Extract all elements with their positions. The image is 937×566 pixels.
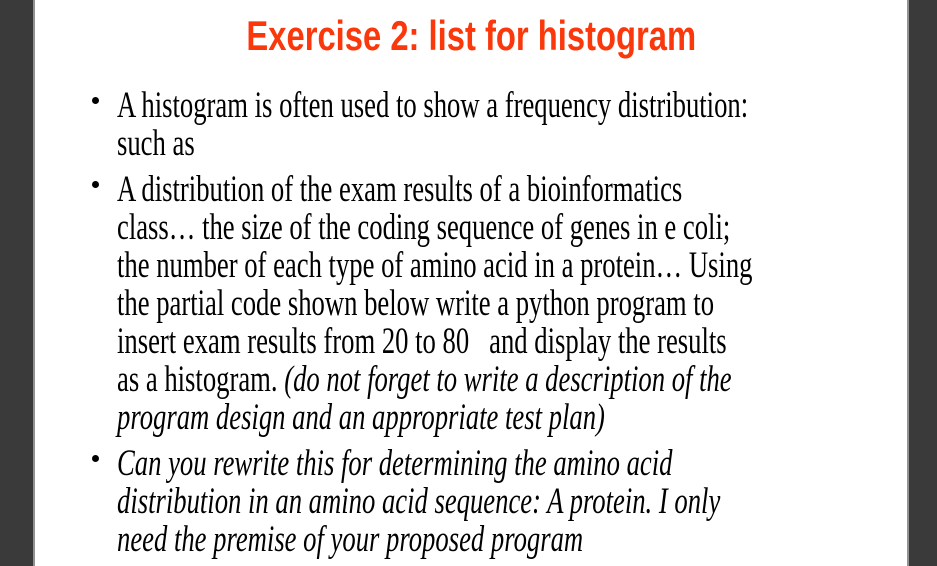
list-item [90,171,901,437]
text-line [117,361,752,399]
bullet-icon [90,445,117,559]
text-segment: insert exam results from 20 to 80 and display the results [117,321,727,363]
text-line [117,247,752,285]
bullet-icon [90,171,117,437]
text-segment: as a histogram. [117,359,285,401]
text-segment: the partial code shown below write a python program to [117,283,715,325]
text-line [117,171,752,209]
text-segment: class… the size of the coding sequence of genes in e coli; [117,207,731,249]
text-line [117,323,752,361]
text-line [117,125,748,163]
text-line [117,445,720,483]
bullet-list [35,87,907,559]
text-line [117,521,720,559]
text-line [117,399,752,437]
slide-title-text: Exercise 2: list for histogram [246,12,696,59]
slide-title [35,12,907,60]
bullet-icon [90,87,117,163]
bullet-text [117,171,909,437]
bullet-text [117,87,909,163]
text-segment: A distribution of the exam results of a bioinformatics [117,169,683,211]
list-item [90,87,901,163]
text-segment: (do not forget to write a description of the [284,359,732,401]
text-line [117,209,752,247]
text-line [117,285,752,323]
text-segment: A histogram is often used to show a frequency distribution: [117,85,749,127]
text-segment: program design and an appropriate test plan) [117,397,605,439]
text-line [117,483,720,521]
text-segment: need the premise of your proposed program [117,519,584,561]
slide [33,0,909,566]
text-line [117,87,748,125]
list-item [90,445,901,559]
text-segment: distribution in an amino acid sequence: A protein. I only [117,481,721,523]
bullet-text [117,445,909,559]
text-segment: Can you rewrite this for determining the amino acid [117,443,673,485]
text-segment: the number of each type of amino acid in a protein… Using [117,245,753,287]
text-segment: such as [117,123,195,165]
